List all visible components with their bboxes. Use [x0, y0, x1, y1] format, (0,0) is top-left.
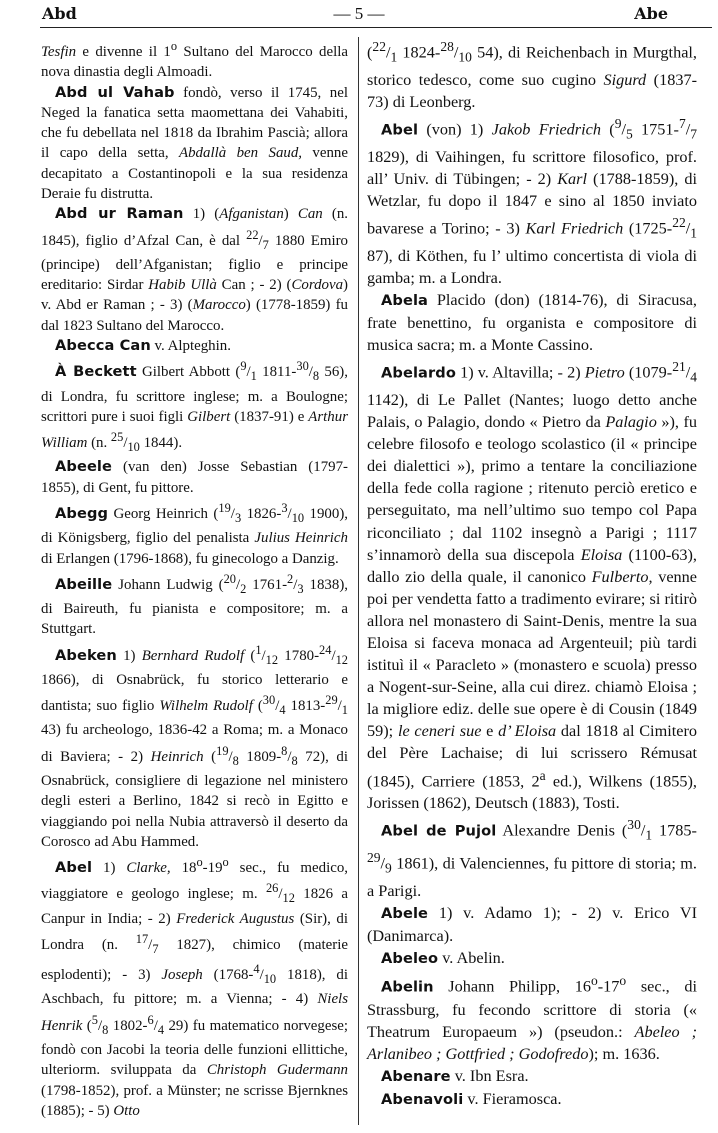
entry-text: /: [293, 576, 298, 593]
entry-text: (: [203, 748, 217, 765]
entry-text: 1): [116, 647, 142, 664]
entry: [367, 814, 697, 902]
entry-text: Sigurd: [603, 70, 647, 89]
entry-text: /: [453, 43, 459, 62]
entry-text: /: [258, 232, 263, 249]
entry: [367, 289, 697, 356]
entry-text: /: [259, 967, 264, 984]
entry-text: 1826-: [241, 505, 282, 522]
entry-text: 1826 a Canpur in India; - 2): [41, 886, 349, 927]
entry-text: 1829), di Vaihingen, fu scrittore filosofico, prof. all’ Univ. di Tübingen; - 2): [367, 147, 697, 188]
entry-text: (n.: [87, 435, 111, 452]
entry-text: sec., di Strassburg, fu fecondo scrittore di storia (« Theatrum Europaeum ») (pseudon.:: [367, 977, 698, 1041]
subscript: 8: [312, 369, 320, 384]
entry-headword: Abel: [381, 121, 419, 139]
entry-headword: Abd ul Vahab: [55, 83, 175, 101]
entry-text: /: [685, 120, 691, 139]
entry-text: Pietro: [584, 363, 625, 382]
subscript: 4: [157, 1022, 165, 1037]
entry-text: /: [246, 364, 251, 381]
entry-text: /: [153, 1017, 158, 1034]
entry-text: /: [261, 647, 266, 664]
entry-headword: Abeille: [55, 575, 113, 593]
entry-text: 1813-: [285, 698, 326, 715]
entry-text: di Erlangen (1796-1868), fu ginecologo a Danzig.: [41, 550, 339, 567]
entry-text: -17: [597, 977, 620, 996]
superscript: 7: [678, 115, 686, 131]
entry: [367, 113, 697, 289]
entry-text: (Sir), di Londra (n.: [41, 910, 348, 953]
running-head-right: Abe: [634, 4, 668, 23]
entry-text: 1838), di Baireuth, fu pianista e compositore; m. a Stuttgart.: [41, 576, 348, 638]
superscript: 26: [265, 881, 279, 896]
entry-text: Can ; - 2) (: [216, 277, 292, 294]
entry-text: sec., fu medico, viaggiatore e geologo inglese; m.: [41, 860, 348, 903]
entry-text: (1837-73) di Leonberg.: [367, 70, 697, 111]
entry-continuation: [41, 36, 348, 83]
subscript: 9: [385, 860, 392, 876]
superscript: 9: [614, 115, 622, 131]
entry-text: dal 1818 al Cimitero del Père Lachaise; di lui scrissero Rémusat (1845), Carriere (1853, 2: [367, 722, 697, 790]
entry-text: /: [308, 364, 313, 381]
entry-headword: Abeele: [55, 458, 113, 476]
entry-headword: Abela: [381, 291, 428, 309]
entry: [367, 356, 697, 814]
superscript: o: [170, 39, 178, 53]
entry-text: /: [385, 43, 391, 62]
superscript: 8: [281, 743, 288, 758]
entry-text: (van den) Josse Sebastian (1797-1855), di Gent, fu pittore.: [41, 459, 348, 496]
entry-text: Karl Friedrich: [525, 219, 624, 238]
subscript: 1: [690, 225, 697, 241]
entry-text: /: [97, 1017, 103, 1034]
entry-text: 1811-: [256, 364, 297, 381]
running-head-left: Abd: [42, 4, 77, 23]
entry-text: /: [621, 120, 626, 139]
subscript: 1: [341, 703, 348, 718]
superscript: 19: [216, 743, 229, 758]
entry-headword: Abenavoli: [381, 1090, 464, 1108]
subscript: 1: [250, 369, 257, 384]
entry-headword: À Beckett: [55, 363, 137, 381]
superscript: 17: [135, 931, 149, 946]
subscript: 8: [102, 1022, 109, 1037]
entry: [41, 852, 348, 1121]
entry-text: Afganistan: [219, 206, 284, 223]
superscript: o: [619, 973, 627, 988]
entry-text: /: [640, 821, 646, 840]
subscript: 1: [390, 49, 398, 65]
entry-text: fondò, verso il 1745, nel Neged la fanatica setta maomettana dei Vahabiti, che fu debellata nel 1818 da Ibrahim Pascià; allora il capo della setta,: [41, 84, 348, 162]
entry-text: e: [481, 722, 499, 741]
entry-text: Clarke,: [126, 860, 171, 877]
entry-text: Sultano del Marocco della nova dinastia degli Almoadi.: [41, 43, 348, 81]
entry-text: »), fu celebre filosofo e teologo scolastico (il « principe dei dialettici »), primo a tentare la conciliazione della fede colla ragione ; ritenuto perciò eretico e perseguitato, ma nell’ultimo suo tempo col Papa riconciliato ; dal 1102 insegnò a Parigi ; 1117 s’innamorò della sua discepola: [367, 413, 698, 564]
entry-text: 1) (: [183, 206, 220, 223]
entry-text: Eloisa: [580, 545, 623, 564]
entry-text: (: [244, 647, 256, 664]
entry-text: Bernhard Rudolf: [141, 647, 245, 664]
superscript: o: [590, 973, 598, 988]
superscript: o: [222, 855, 229, 870]
entry-text: (1725-: [623, 219, 673, 238]
entry-text: Jakob Friedrich: [491, 120, 601, 139]
entry-text: 1880 Emiro (principe) dell’Afganistan; figlio e principe ereditario: Sirdar: [41, 232, 348, 294]
entry-text: /: [337, 698, 342, 715]
entry: [41, 640, 348, 852]
superscript: 30: [296, 359, 309, 374]
subscript: 12: [335, 652, 348, 667]
entry: [367, 970, 697, 1065]
entry-text: d’ Eloisa: [498, 722, 557, 741]
entry-text: v. Alpteghin.: [150, 338, 231, 355]
entry-text: 87), di Köthen, fu l’ ultimo concertista di viola di gamba; m. a Londra.: [367, 246, 697, 287]
subscript: 8: [291, 753, 298, 768]
header-rule: [40, 27, 712, 28]
entry-text: Cordova: [291, 277, 344, 294]
entry-text: 54), di Reichenbach in Murgthal, storico tedesco, come suo cugino: [367, 43, 697, 89]
entry-text: Frederick Augustus: [176, 910, 295, 927]
entry-text: Palagio: [605, 413, 657, 432]
superscript: 29: [367, 849, 381, 865]
entry-headword: Abd ur Raman: [55, 205, 184, 223]
entry-text: /: [123, 435, 128, 452]
entry-text: 1861), di Valenciennes, fu pittore di storia; m. a Parigi.: [367, 854, 697, 900]
entry-text: Julius Heinrich: [254, 530, 348, 547]
entry-text: Abdallà ben Saud,: [179, 145, 303, 162]
subscript: 7: [690, 126, 697, 142]
entry-text: /: [685, 363, 691, 382]
subscript: 4: [279, 703, 286, 718]
subscript: 4: [690, 369, 697, 385]
entry-text: Niels Henrik: [41, 991, 348, 1034]
superscript: 29: [325, 693, 338, 708]
entry-text: Marocco: [192, 297, 246, 314]
entry-text: /: [287, 505, 292, 522]
entry-headword: Abeken: [55, 646, 117, 664]
subscript: 7: [262, 237, 269, 252]
entry-text: e divenne il 1: [76, 43, 171, 60]
entry-text: 1802-: [108, 1017, 148, 1034]
entry: [41, 356, 348, 457]
entry-text: Johann Philipp, 16: [433, 977, 591, 996]
entry-text: 1866), di Osnabrück, fu storico letterario e dantista; suo figlio: [41, 671, 348, 715]
entry-headword: Abecca Can: [55, 337, 151, 355]
entry-text: Can: [297, 206, 323, 223]
entry-text: (1837-91) e: [230, 408, 309, 425]
entry-text: 1824-: [397, 43, 441, 62]
superscript: a: [539, 767, 546, 783]
entry-text: (1100-63), dallo zio della quale, il canonico: [367, 545, 697, 586]
entry-text: Habib Ullà: [148, 277, 217, 294]
entry-text: (: [367, 43, 373, 62]
entry-text: Otto: [113, 1102, 140, 1119]
entry-text: /: [275, 698, 280, 715]
subscript: 10: [458, 49, 472, 65]
entry-text: 29) fu matematico norvegese; fondò con Jacobi la teoria delle funzioni ellittiche, ulteriorm. sviluppata da: [41, 1017, 349, 1079]
entry-text: ): [283, 206, 298, 223]
superscript: 6: [147, 1012, 154, 1027]
entry: [367, 1065, 697, 1088]
superscript: 28: [440, 39, 454, 54]
entry-text: (1079-: [624, 363, 673, 382]
entry: [41, 498, 348, 569]
superscript: 3: [281, 501, 288, 516]
entry-text: Karl: [557, 169, 588, 188]
entry-text: (1788-1859), di Wetzlar, fu dopo il 1847 e sino al 1850 inviato bavarese a Torino; - 3): [367, 169, 698, 238]
entry-text: /: [287, 748, 292, 765]
entry-text: Abeleo ; Arlanibeo ; Gottfried ; Godofredo: [367, 1022, 697, 1063]
superscript: 22: [246, 227, 259, 242]
entry-text: (: [252, 698, 263, 715]
entry: [367, 947, 697, 970]
entry-text: /: [685, 219, 691, 238]
subscript: 5: [625, 126, 633, 142]
subscript: 8: [232, 753, 239, 768]
entry-text: /: [331, 647, 336, 664]
entry-text: Tesfin: [41, 43, 77, 60]
entry: [41, 457, 348, 498]
entry-text: 1) v. Adamo 1); - 2) v. Erico VI (Danimarca).: [367, 903, 697, 945]
entry-text: venne poi per vendetta fatto a tradimento evirare; si ritirò allora nel monastero di Saint-Denis, mentre la sua Eloisa si faceva monaca ad Argenteuil; più tardi istituì il « Paracleto » (monastero e scuola) presso a Nogent-sur-Seine, alla cui direz. chiamò Eloisa ; la migliore ediz. delle sue opere è di Cousin (1849 59);: [367, 567, 697, 741]
entry-text: /: [278, 886, 283, 903]
entry-text: 1900), di Königsberg, figlio del penalista: [41, 505, 349, 547]
entry-text: Gilbert Abbott (: [136, 364, 241, 381]
entry-text: 1) v. Altavilla; - 2): [455, 363, 585, 382]
superscript: 30: [262, 693, 276, 708]
entry-text: v. Abelin.: [438, 948, 505, 967]
superscript: 19: [218, 501, 231, 516]
superscript: 20: [223, 571, 236, 586]
superscript: 22: [372, 39, 386, 54]
subscript: 3: [297, 581, 304, 596]
superscript: 22: [672, 214, 686, 230]
entry-text: 1761-: [246, 576, 288, 593]
entry-text: /: [148, 936, 153, 953]
entry-headword: Abenare: [381, 1067, 451, 1085]
superscript: 9: [240, 359, 247, 374]
left-column: [41, 36, 348, 1121]
subscript: 12: [265, 652, 279, 667]
entry-text: 1785-: [652, 821, 697, 840]
superscript: 25: [110, 430, 124, 445]
entry-headword: Abele: [381, 904, 429, 922]
entry: [41, 83, 348, 205]
entry-text: 1): [92, 860, 127, 877]
entry-text: 56), di Londra, fu scrittore inglese; m. a Boulogne; scrittori pure i suoi figli: [41, 364, 348, 425]
entry-text: ed.), Wilkens (1855), Jorissen (1862), Deutsch (1883), Tosti.: [367, 771, 697, 813]
entry: [367, 1088, 697, 1111]
entry-text: Christoph Gudermann: [206, 1062, 348, 1079]
superscript: 2: [287, 571, 294, 586]
subscript: 10: [263, 972, 277, 987]
entry-text: -19: [202, 860, 223, 877]
entry-text: Placido (don) (1814-76), di Siracusa, frate benettino, fu organista e compositore di musica sacra; m. a Monte Cassino.: [367, 290, 697, 355]
entry-text: 1827), chimico (materie esplodenti); - 3): [41, 936, 348, 984]
entry-text: (: [601, 120, 615, 139]
superscript: 21: [672, 359, 686, 375]
entry-text: ) (1778-1859) fu dal 1823 Sultano del Marocco.: [41, 297, 348, 334]
subscript: 7: [152, 941, 159, 956]
entry-text: 1844).: [139, 435, 183, 452]
entry-headword: Abel de Pujol: [381, 822, 497, 840]
entry-text: le ceneri sue: [397, 722, 482, 741]
entry-text: 1142), di Le Pallet (Nantes; luogo detto anche Palais, o Palagio, dondo « Pietro da: [367, 390, 697, 432]
entry-text: 1818), di Aschbach, fu pittore; m. a Vienna; - 4): [41, 967, 348, 1008]
entry-text: v. Ibn Esra.: [450, 1066, 529, 1085]
superscript: 30: [627, 817, 641, 833]
entry-text: (1798-1852), prof. a Münster; ne scrisse Bjernknes (1885); - 5): [41, 1082, 348, 1119]
entry-text: v. Fieramosca.: [463, 1089, 562, 1108]
entry-text: 1751-: [632, 120, 679, 139]
entry-text: 1809-: [238, 748, 282, 765]
entry-headword: Abeleo: [381, 949, 439, 967]
subscript: 10: [127, 440, 140, 455]
superscript: 4: [253, 962, 260, 977]
entry-text: /: [380, 854, 386, 873]
column-divider: [358, 37, 359, 1125]
entry-headword: Abel: [55, 859, 93, 877]
right-column: [367, 36, 697, 1111]
entry-text: venne decapitato a Costantinopoli e la sua residenza Deraie fu distrutta.: [41, 145, 348, 203]
superscript: 1: [255, 642, 262, 657]
entry-text: Georg Heinrich (: [108, 505, 219, 522]
entry-text: /: [230, 505, 235, 522]
entry-headword: Abelardo: [381, 364, 456, 382]
entry-text: Johann Ludwig (: [112, 576, 224, 593]
entry-text: 43) fu archeologo, 1836-42 a Roma; m. a Monaco di Baviera; - 2): [41, 722, 348, 765]
entry-text: /: [235, 576, 241, 593]
subscript: 10: [291, 510, 305, 525]
entry: [41, 569, 348, 640]
entry-text: Arthur William: [41, 408, 348, 452]
entry-text: (n. 1845), figlio d’Afzal Can, è dal: [41, 206, 349, 249]
entry-text: Joseph: [161, 967, 203, 984]
entry: [41, 204, 348, 336]
entry-headword: Abelin: [381, 978, 434, 996]
entry: [41, 336, 348, 356]
subscript: 2: [240, 581, 247, 596]
entry-text: 72), di Osnabrück, consigliere di legazione nel ministero degli esteri a Berlino, 1842 si recò in Egitto e viaggiando poi nella Nubia attraversò il deserto da Corosco ad Abu Hammed.: [41, 748, 348, 850]
entry-text: 1780-: [278, 647, 320, 664]
subscript: 3: [234, 510, 242, 525]
entry-text: Heinrich: [150, 748, 204, 765]
subscript: 12: [282, 891, 295, 906]
subscript: 1: [645, 827, 653, 843]
entry-text: /: [228, 748, 233, 765]
entry-text: ) v. Abd er Raman ; - 3) (: [41, 277, 348, 314]
page-number: — 5 —: [333, 4, 385, 23]
entry-text: ); m. 1636.: [588, 1044, 660, 1063]
entry-text: (1768-: [202, 967, 254, 984]
entry-text: Fulberto,: [591, 567, 653, 586]
entry-text: Alexandre Denis (: [496, 821, 628, 840]
superscript: o: [196, 855, 203, 870]
entry-headword: Abegg: [55, 504, 109, 522]
entry-text: Gilbert: [187, 408, 231, 425]
entry-text: (von) 1): [418, 120, 492, 139]
entry-text: 18: [170, 860, 197, 877]
superscript: 24: [319, 642, 332, 657]
superscript: 5: [91, 1012, 98, 1027]
entry-continuation: [367, 36, 697, 113]
entry-text: (: [82, 1017, 92, 1034]
entry: [367, 902, 697, 947]
entry-text: Wilhelm Rudolf: [159, 698, 253, 715]
